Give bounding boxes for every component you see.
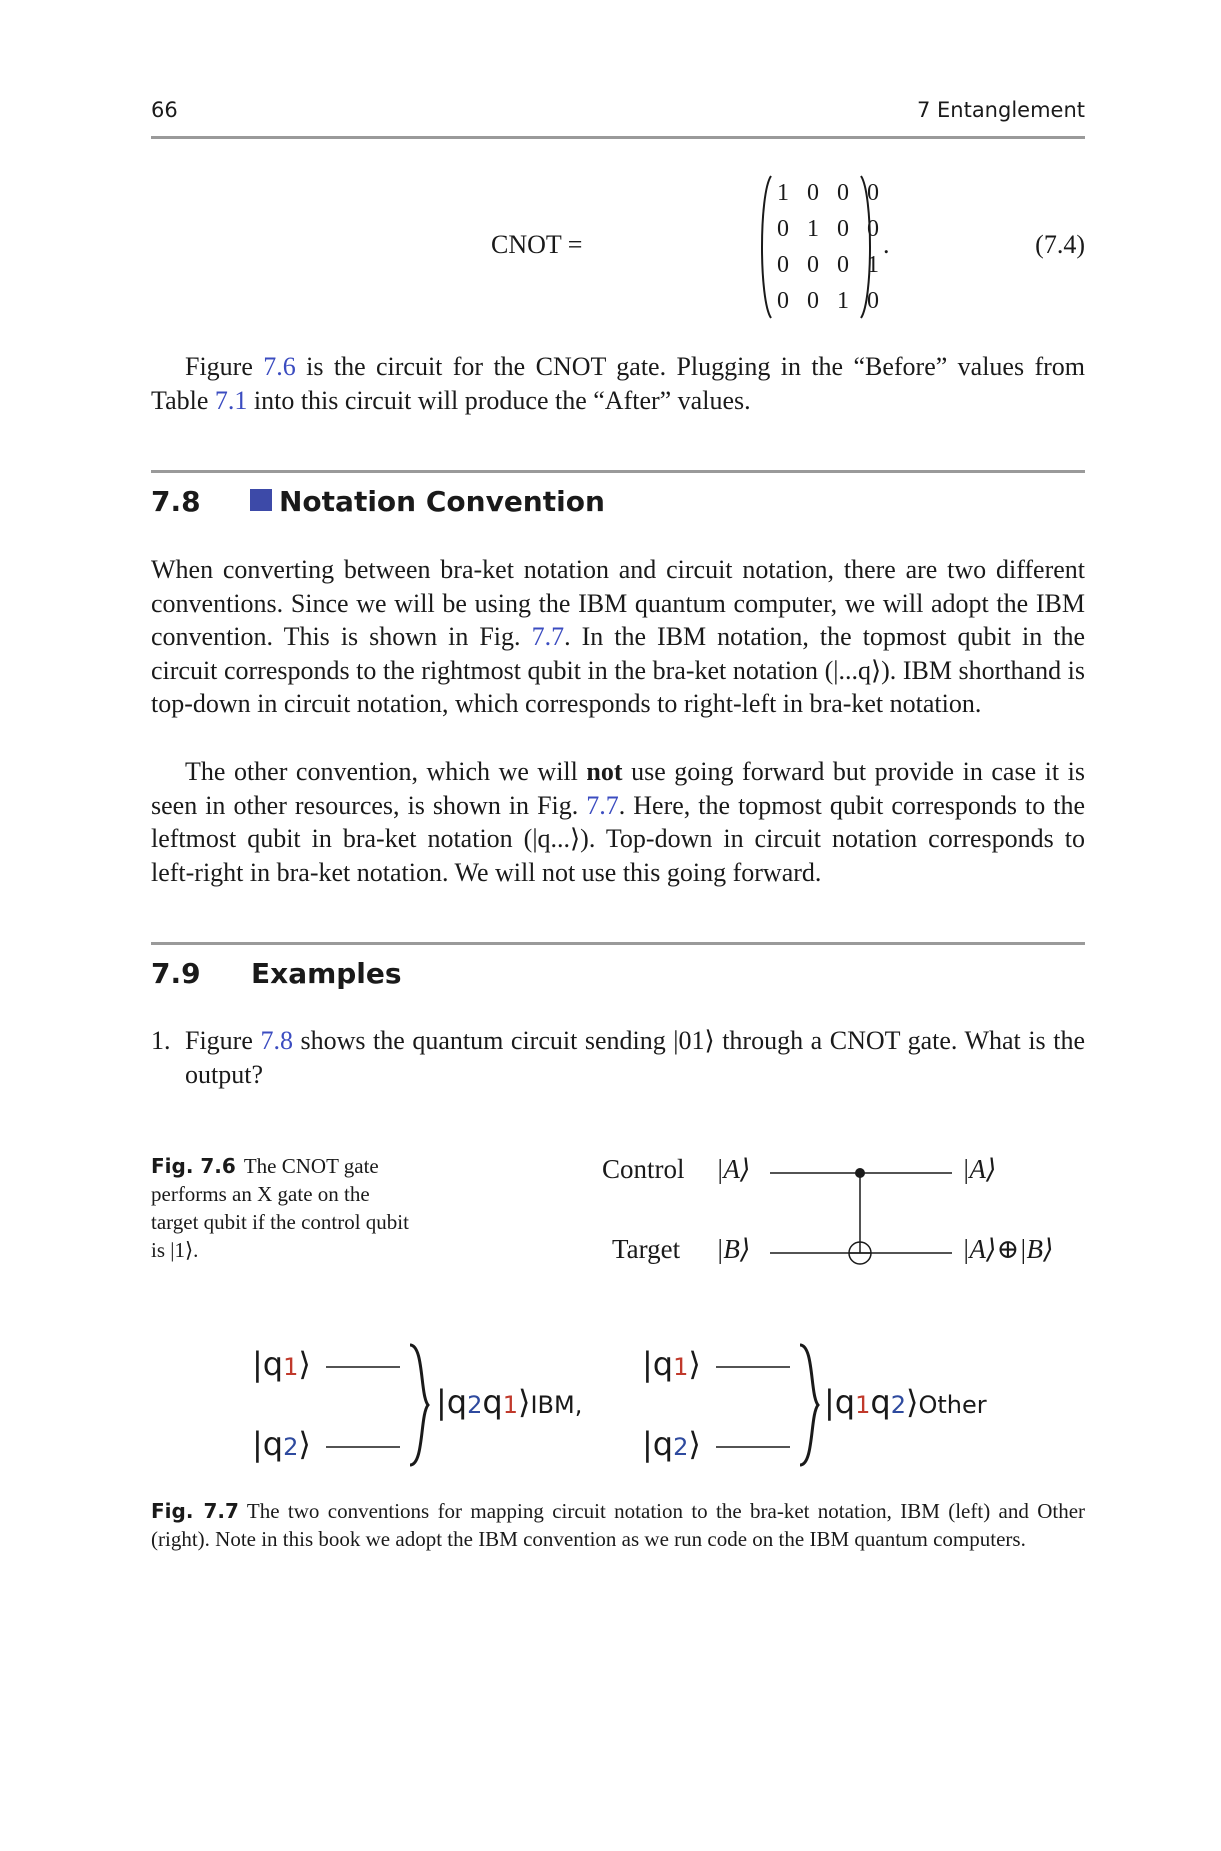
cnot-matrix: [757, 174, 885, 320]
cnot-circuit: [590, 1140, 1090, 1280]
section-marker-square: [250, 489, 272, 511]
notation-paragraph-1: When converting between bra-ket notation and circuit notation, there are two different conventions. Since we will be using the IBM quantum computer, we will adopt the IBM convention. This is shown in Fig. 7.7. In the IBM notation, the topmost qubit in the circuit corresponds to the rightmost qubit in the bra-ket notation (|...q⟩). IBM shorthand is top-down in circuit notation, which corresponds to right-left in bra-ket notation.: [151, 555, 1085, 719]
control-output-ket: |A⟩: [962, 1154, 997, 1184]
figure-label: Fig. 7.7: [151, 1499, 239, 1523]
target-input-ket: |B⟩: [716, 1234, 751, 1264]
ibm-q2-ket: |q2⟩: [252, 1425, 311, 1463]
section-number: 7.8: [151, 485, 201, 518]
ibm-q1-ket: |q1⟩: [252, 1345, 311, 1383]
equation-7-4: [151, 172, 1085, 322]
notation-paragraph-2: The other convention, which we will not use going forward but provide in case it is seen in other resources, is shown in Fig. 7.7. Here, the topmost qubit corresponds to the leftmost qubit in bra-ket notation (|q...⟩). Top-down in circuit notation corresponds to left-right in bra-ket notation. We will not use this going forward.: [151, 757, 1085, 887]
ibm-bra-ket: |q2q1⟩IBM,: [436, 1383, 583, 1421]
equation-period: .: [883, 230, 890, 259]
figure-7-7-link[interactable]: 7.7: [531, 622, 565, 652]
figure-label: Fig. 7.6: [151, 1154, 236, 1178]
figure-7-8-link[interactable]: 7.8: [260, 1026, 293, 1055]
section-title: Examples: [251, 957, 402, 990]
matrix-row-3: 0 0 0 1: [777, 252, 885, 278]
figure-7-6-caption: Fig. 7.6 The CNOT gate performs an X gate on the target qubit if the control qubit is |1⟩.: [151, 1154, 409, 1262]
chapter-title: 7 Entanglement: [916, 98, 1085, 122]
figure-7-7-caption: Fig. 7.7 The two conventions for mapping circuit notation to the bra-ket notation, IBM (left) and Other (right). Note in this book we adopt the IBM convention as we run code on the IBM quantum computers.: [151, 1499, 1086, 1551]
equation-lhs: CNOT =: [491, 230, 583, 259]
target-output-ket: |A⟩⊕|B⟩: [962, 1234, 1054, 1264]
target-label: Target: [612, 1234, 681, 1264]
equation-number: (7.4): [1035, 230, 1085, 259]
figure-7-7-link[interactable]: 7.7: [586, 790, 619, 820]
list-marker: 1.: [151, 1026, 171, 1055]
running-head: [151, 98, 1085, 128]
matrix-row-4: 0 0 1 0: [777, 288, 885, 314]
other-q2-ket: |q2⟩: [642, 1425, 701, 1463]
matrix-row-2: 0 1 0 0: [777, 216, 885, 242]
control-input-ket: |A⟩: [716, 1154, 751, 1184]
other-bra-ket: |q1q2⟩Other: [824, 1383, 987, 1421]
list-item-text: Figure 7.8 shows the quantum circuit sending |01⟩ through a CNOT gate. What is the output?: [185, 1026, 1085, 1089]
section-title: Notation Convention: [279, 485, 605, 518]
control-dot: [855, 1168, 865, 1178]
intro-paragraph: Figure 7.6 is the circuit for the CNOT gate. Plugging in the “Before” values from Table 7.1 into this circuit will produce the “After” values.: [151, 352, 1085, 415]
table-7-1-link[interactable]: 7.1: [214, 385, 248, 415]
page-number: 66: [151, 98, 178, 122]
header-rule: [151, 136, 1085, 139]
control-label: Control: [602, 1154, 685, 1184]
figure-7-6-link[interactable]: 7.6: [263, 352, 296, 381]
matrix-row-1: 1 0 0 0: [777, 180, 885, 206]
section-7-9-heading: [151, 957, 1085, 997]
other-q1-ket: |q1⟩: [642, 1345, 701, 1383]
example-item-1: [151, 1024, 1085, 1094]
conventions-figure: [240, 1335, 1040, 1485]
section-7-9-rule: [151, 942, 1085, 945]
section-number: 7.9: [151, 957, 201, 990]
section-7-8-heading: [151, 485, 1085, 525]
section-7-8-rule: [151, 470, 1085, 473]
